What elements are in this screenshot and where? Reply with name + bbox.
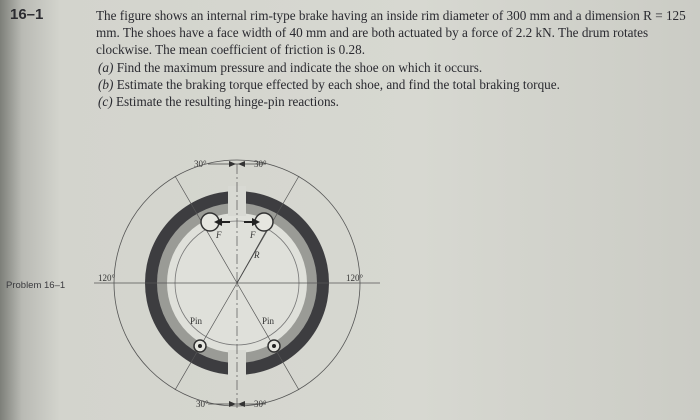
part-a bbox=[98, 59, 692, 76]
angle-top-right: 30° bbox=[254, 159, 267, 169]
angle-left: 120° bbox=[98, 273, 116, 283]
problem-number: 16–1 bbox=[10, 6, 44, 23]
pin-left-label: Pin bbox=[190, 316, 203, 326]
problem-statement bbox=[96, 7, 692, 110]
top-dim-arrow-2-icon bbox=[238, 161, 245, 167]
force-right-label: F bbox=[250, 230, 256, 240]
part-c bbox=[98, 93, 692, 110]
pin-right-label: Pin bbox=[262, 316, 275, 326]
part-a-text: Find the maximum pressure and indicate the shoe on which it occurs. bbox=[116, 59, 483, 75]
part-b-tag: (b) bbox=[98, 76, 114, 92]
angle-bottom-left: 30° bbox=[196, 399, 209, 409]
force-left-label: F bbox=[216, 230, 222, 240]
hinge-pin-left-dot bbox=[198, 344, 202, 348]
top-dim-arrow-icon bbox=[229, 161, 236, 167]
problem-intro: The figure shows an internal rim-type brake having an inside rim diameter of 300 mm and a dimension R = 125 mm. The shoes have a face width of 40 mm and are both actuated by a force of 2.2 kN. The drum rotates clockwise. The mean coefficient of friction is 0.28. bbox=[96, 8, 686, 58]
part-b-text: Estimate the braking torque effected by each shoe, and find the total braking torque. bbox=[116, 76, 560, 92]
figure-caption: Problem 16–1 bbox=[6, 280, 66, 291]
part-c-text: Estimate the resulting hinge-pin reactions. bbox=[115, 94, 339, 110]
angle-bottom-right: 30° bbox=[254, 399, 267, 409]
part-b bbox=[98, 76, 692, 93]
brake-figure bbox=[90, 150, 390, 420]
part-c-tag: (c) bbox=[98, 94, 113, 110]
hinge-pin-right-dot bbox=[272, 344, 276, 348]
angle-top-left: 30° bbox=[194, 159, 207, 169]
angle-right: 120° bbox=[346, 273, 364, 283]
part-a-tag: (a) bbox=[98, 59, 114, 75]
radius-label: R bbox=[254, 250, 260, 260]
